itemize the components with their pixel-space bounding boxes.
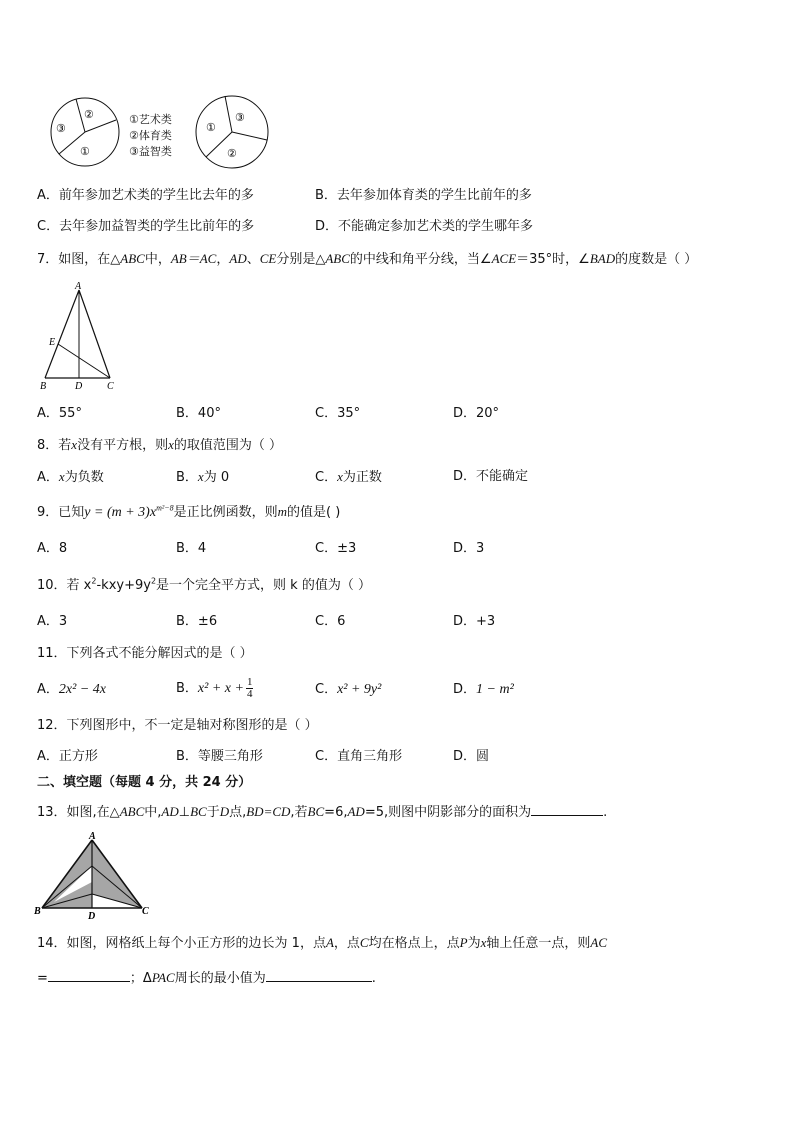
q10-stem: 10．若 $x^2-kxy+9y^2$是一个完全平方式，则 k 的值为（ ） <box>37 576 371 593</box>
q9-formula: y = (m + 3)x <box>84 505 157 520</box>
pie-legend <box>129 112 172 160</box>
q9-option-c: C．±3 <box>315 541 357 556</box>
q7-label-e: E <box>49 337 56 348</box>
q8-option-c: C．x为正数 <box>315 469 382 485</box>
q14-stem-line1: 14．如图，网格纸上每个小正方形的边长为 1，点A，点C均在格点上，点P为x轴上任意一点，则AC <box>37 935 607 951</box>
q9-exponent: m²−8 <box>156 503 174 513</box>
pie-left-label-1: ① <box>80 146 90 158</box>
q11-option-b: B．x² + x + $\frac{1}{4}$ <box>176 676 253 700</box>
pie-left-label-2: ② <box>84 109 94 121</box>
q6-option-a: A．前年参加艺术类的学生比去年的多 <box>37 188 254 203</box>
q6-option-c: C．去年参加益智类的学生比前年的多 <box>37 219 255 234</box>
q14-stem-line2: = ；ΔPAC周长的最小值为 . <box>37 970 376 986</box>
q6-option-d: D．不能确定参加艺术类的学生哪年多 <box>315 219 534 234</box>
q7-label-b: B <box>40 381 47 392</box>
q13-label-b: B <box>34 906 41 917</box>
q7-label-a: A <box>75 281 82 292</box>
q7-option-a: A．55° <box>37 406 82 421</box>
legend-item-puzzle: ③益智类 <box>129 145 172 158</box>
q10-option-c: C．6 <box>315 614 346 629</box>
q9-option-a: A．8 <box>37 541 68 556</box>
q7-triangle-figure <box>38 280 120 392</box>
q13-shaded-triangle-figure <box>34 830 152 922</box>
q7-option-b: B．40° <box>176 406 221 421</box>
q11-stem: 11．下列各式不能分解因式的是（ ） <box>37 646 253 661</box>
q13-label-c: C <box>142 906 149 917</box>
legend-item-art: ①艺术类 <box>129 113 172 126</box>
section-2-title: 二、填空题（每题 4 分，共 24 分） <box>37 775 252 790</box>
q10-option-a: A．3 <box>37 614 68 629</box>
pie-left <box>51 98 119 166</box>
q12-stem: 12．下列图形中，不一定是轴对称图形的是（ ） <box>37 718 318 733</box>
q13-stem: 13．如图,在△ABC中,AD⊥BC于D点,BD=CD,若BC=6,AD=5,则图中阴影部分的面积为 . <box>37 804 608 820</box>
q6-option-b: B．去年参加体育类的学生比前年的多 <box>315 188 532 203</box>
q8-option-a: A．x为负数 <box>37 469 104 485</box>
q10-option-b: B．±6 <box>176 614 218 629</box>
pie-right <box>196 96 268 168</box>
q11-option-d: D．1 − m² <box>453 682 514 697</box>
q12-option-a: A．正方形 <box>37 749 98 764</box>
q7-stem: 7．如图，在△ABC中，AB＝AC，AD、CE分别是△ABC的中线和角平分线，当∠ACE＝35°时，∠BAD的度数是（ ） <box>37 251 698 267</box>
q12-option-c: C．直角三角形 <box>315 749 403 764</box>
pie-right-label-2: ② <box>227 148 237 160</box>
q9-option-d: D．3 <box>453 541 485 556</box>
q14-answer-blank-2[interactable] <box>266 968 372 982</box>
q7-option-d: D．20° <box>453 406 500 421</box>
q12-option-b: B．等腰三角形 <box>176 749 263 764</box>
pie-right-label-1: ① <box>206 122 216 134</box>
q7-label-d: D <box>75 381 83 392</box>
q7-label-c: C <box>107 381 114 392</box>
q8-option-b: B．x为 0 <box>176 469 230 485</box>
legend-item-sports: ②体育类 <box>129 129 172 142</box>
q8-option-d: D．不能确定 <box>453 469 529 484</box>
q9-stem: 9．已知$y = (m + 3)x^{m^2-8}$是正比例函数，则m的值是( ) <box>37 503 341 520</box>
q11-fraction: $\frac{1}{4}$ <box>246 676 253 700</box>
pie-right-label-3: ③ <box>235 112 245 124</box>
q9-option-b: B．4 <box>176 541 207 556</box>
q13-label-d: D <box>88 911 96 922</box>
q11-option-a: A．2x² − 4x <box>37 682 106 697</box>
q7-option-c: C．35° <box>315 406 361 421</box>
pie-left-label-3: ③ <box>56 123 66 135</box>
q12-option-d: D．圆 <box>453 749 490 764</box>
q13-answer-blank[interactable] <box>531 802 603 816</box>
q11-option-c: C．x² + 9y² <box>315 682 382 697</box>
q10-option-d: D．+3 <box>453 614 496 629</box>
q8-stem: 8．若x没有平方根，则x的取值范围为（ ） <box>37 437 283 453</box>
q13-label-a: A <box>89 831 96 842</box>
q14-answer-blank-1[interactable] <box>48 968 130 982</box>
